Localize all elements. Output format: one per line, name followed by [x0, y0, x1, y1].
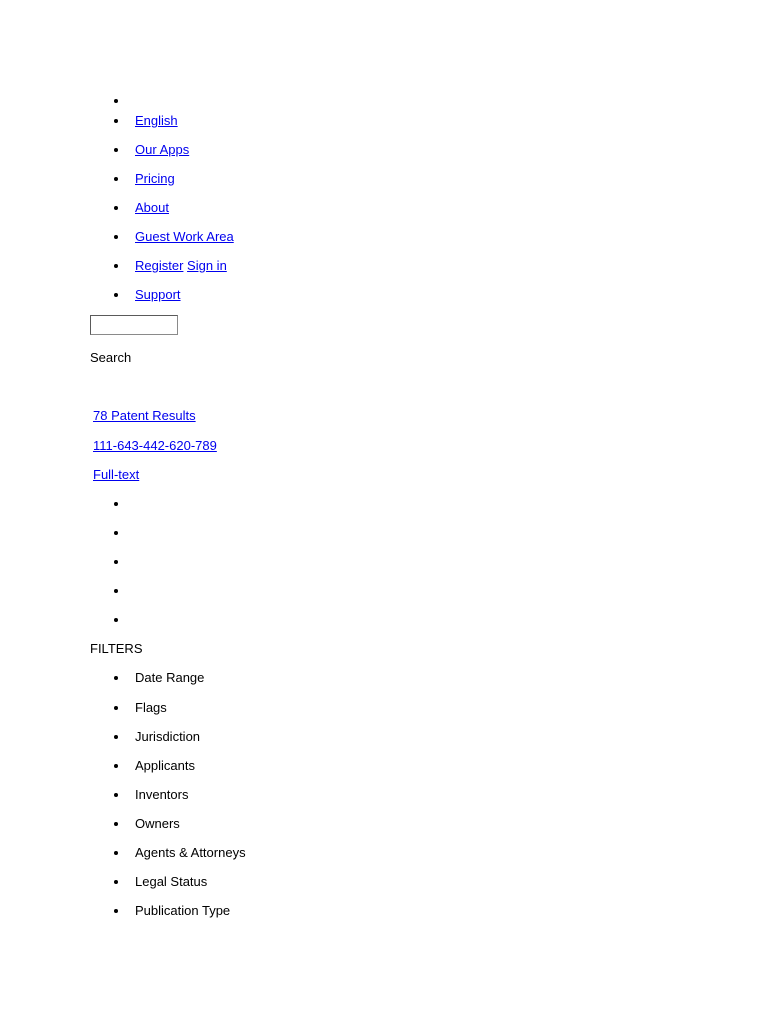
empty-bullet [114, 560, 118, 564]
empty-bullet [114, 502, 118, 506]
nav-item-language [135, 113, 178, 129]
language-link[interactable]: English [135, 113, 178, 128]
guest-work-area-link[interactable]: Guest Work Area [135, 229, 234, 244]
filter-item-jurisdiction[interactable]: Jurisdiction [135, 729, 201, 744]
nav-item-support [135, 287, 181, 303]
search-label: Search [90, 350, 132, 365]
query-id-link[interactable]: 111-643-442-620-789 [93, 438, 217, 453]
nav-item-our-apps [135, 142, 189, 158]
pricing-link[interactable]: Pricing [135, 171, 175, 186]
full-text-link[interactable]: Full-text [93, 467, 140, 482]
nav-item-guest-work-area [135, 229, 234, 245]
nav-empty-bullet [114, 99, 118, 103]
about-link[interactable]: About [135, 200, 169, 215]
filter-item-inventors[interactable]: Inventors [135, 787, 189, 802]
patent-results-link[interactable]: 78 Patent Results [93, 408, 196, 423]
search-input[interactable] [90, 315, 178, 335]
empty-bullet [114, 618, 118, 622]
filter-item-applicants[interactable]: Applicants [135, 758, 195, 773]
filter-item-flags[interactable]: Flags [135, 700, 167, 715]
filter-item-owners[interactable]: Owners [135, 816, 180, 831]
filter-item-publication-type[interactable]: Publication Type [135, 903, 231, 918]
empty-bullet [114, 589, 118, 593]
our-apps-link[interactable]: Our Apps [135, 142, 190, 157]
empty-bullet [114, 531, 118, 535]
filter-item-legal-status[interactable]: Legal Status [135, 874, 208, 889]
filters-heading: FILTERS [90, 641, 143, 656]
filter-item-agents-attorneys[interactable]: Agents & Attorneys [135, 845, 246, 860]
sign-in-link[interactable]: Sign in [187, 258, 227, 273]
support-link[interactable]: Support [135, 287, 181, 302]
nav-item-about [135, 200, 169, 216]
nav-item-account [135, 258, 227, 274]
filter-item-date-range[interactable]: Date Range [135, 670, 205, 685]
nav-item-pricing [135, 171, 175, 187]
register-link[interactable]: Register [135, 258, 184, 273]
